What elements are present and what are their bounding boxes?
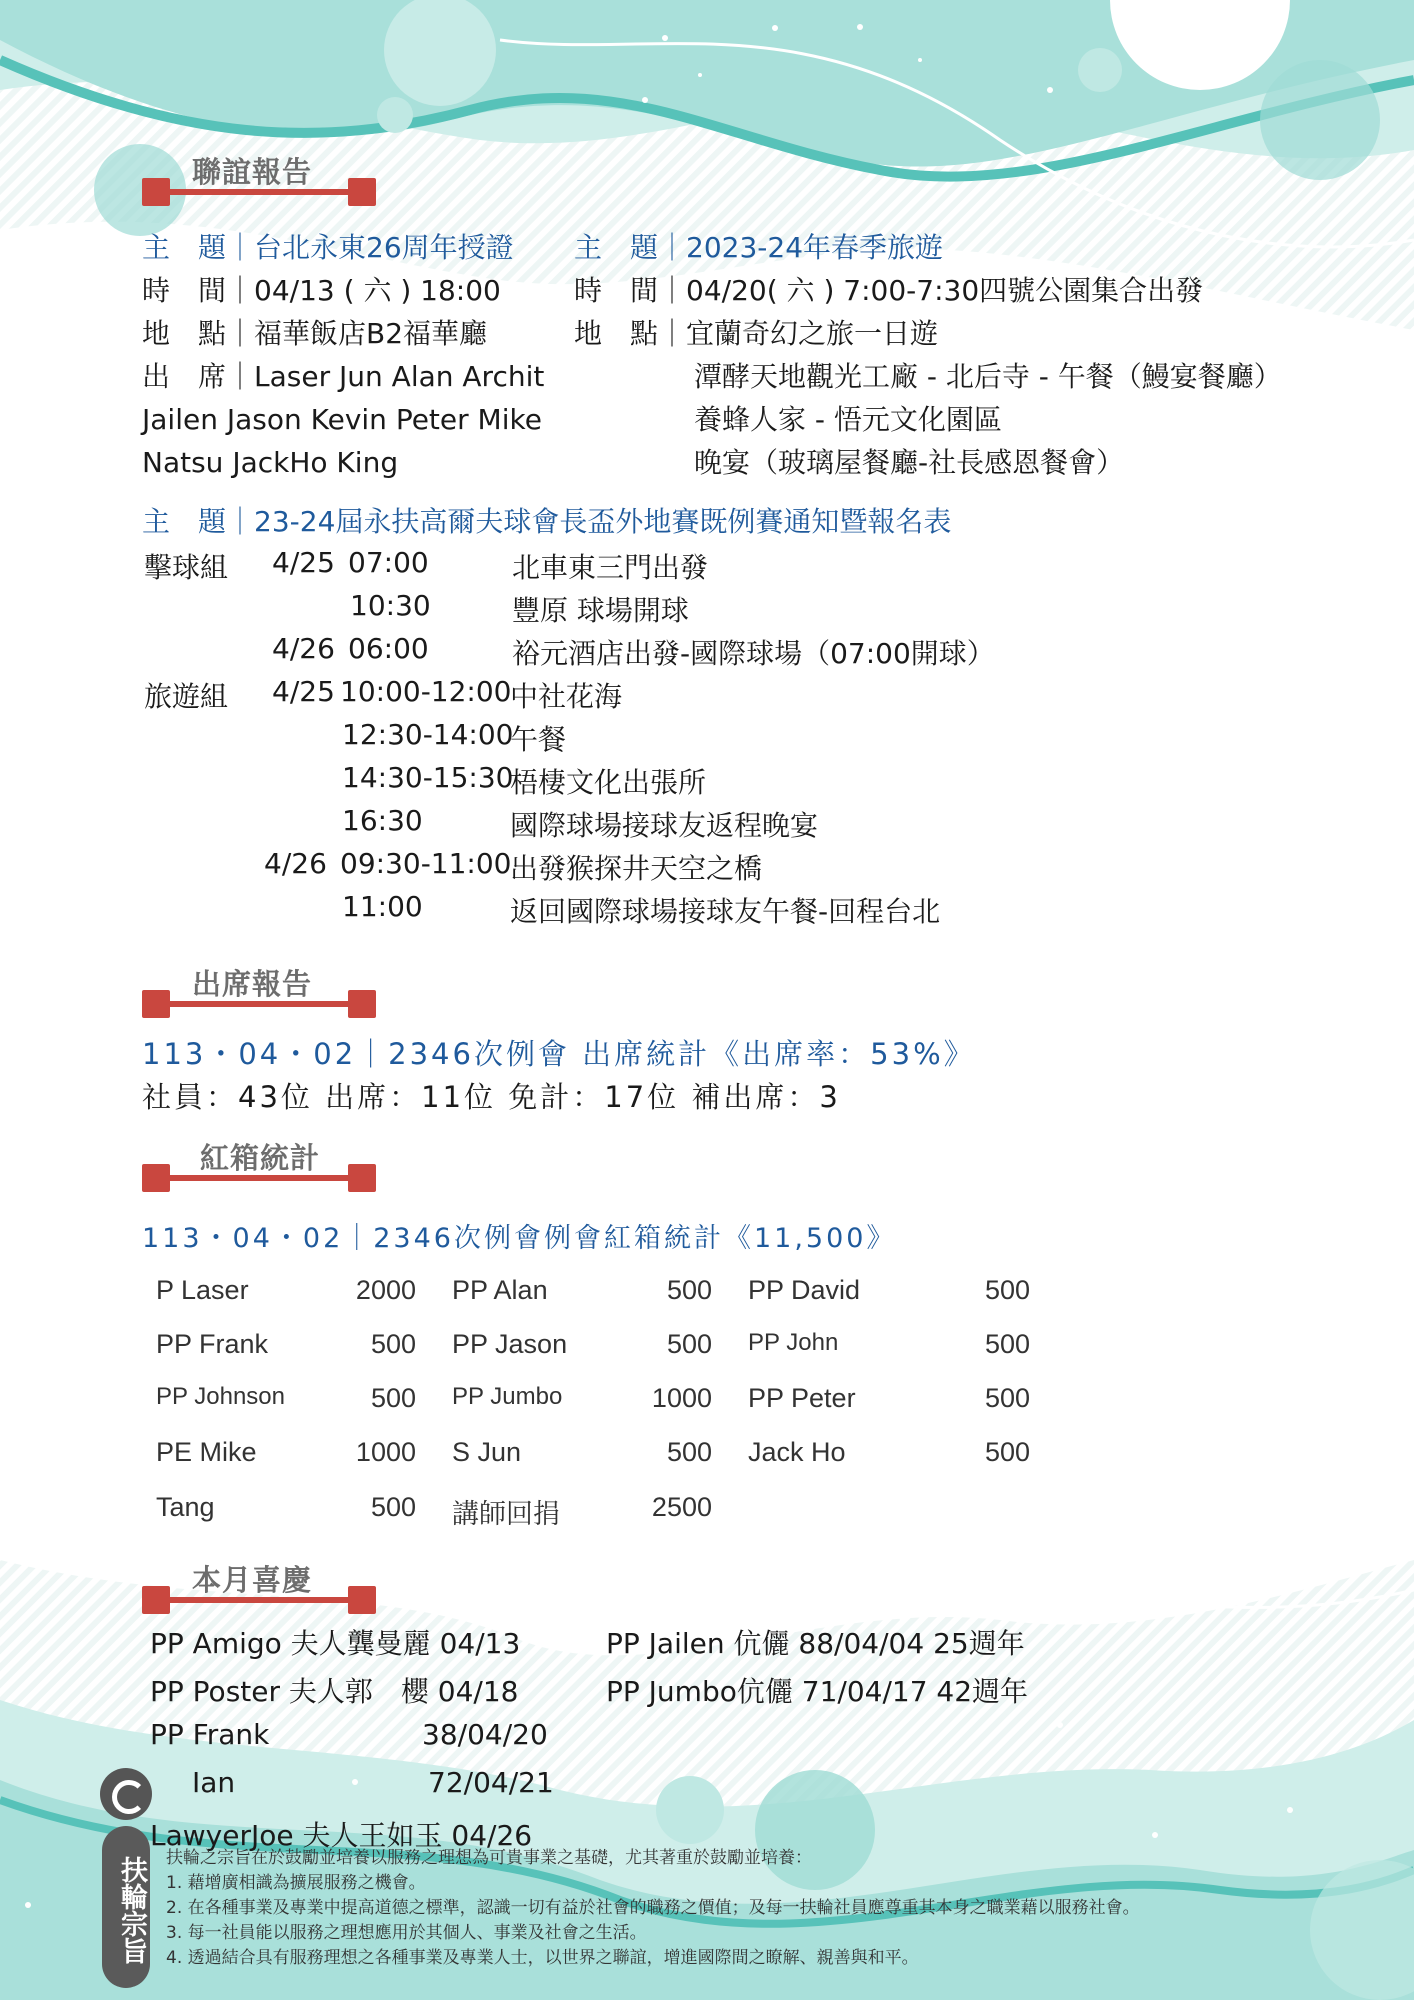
footer-item: 3. 每一社員能以服務之理想應用於其個人、事業及社會之生活。 (166, 1923, 647, 1943)
redbox-amount: 500 (666, 1329, 712, 1359)
schedule-desc: 中社花海 (510, 680, 623, 713)
redbox-amount: 2000 (355, 1275, 416, 1305)
attendance-headline: 113・04・02｜2346次例會 出席統計《出席率：53%》 (142, 1037, 976, 1071)
redbox-amount: 500 (370, 1329, 416, 1359)
schedule-desc: 裕元酒店出發-國際球場（07:00開球） (512, 637, 995, 670)
celebration-item: PP Jailen 伉儷 88/04/04 25週年 (606, 1627, 1025, 1660)
celebration-date: 72/04/21 (428, 1766, 554, 1799)
fellowship-section-header (142, 150, 382, 220)
event2-topic-row: 主 題｜2023-24年春季旅遊 (574, 231, 944, 264)
redbox-headline: 113・04・02｜2346次例會例會紅箱統計《11,500》 (142, 1223, 897, 1254)
header-bar (142, 1597, 376, 1603)
event1-time-label: 時 間 (142, 274, 227, 307)
event1-topic-row: 主 題｜台北永東26周年授證 (142, 231, 514, 264)
header-bar (142, 1001, 376, 1007)
header-cap-left (142, 178, 170, 206)
schedule-time: 12:30-14:00 (342, 718, 514, 751)
schedule-time: 16:30 (342, 804, 423, 837)
redbox-name: PP Peter (748, 1383, 856, 1413)
redbox-name: PP Jumbo (452, 1383, 563, 1410)
redbox-amount: 500 (370, 1492, 416, 1522)
schedule-time: 07:00 (348, 546, 429, 579)
event3-topic: 23-24屆永扶高爾夫球會長盃外地賽既例賽通知暨報名表 (254, 505, 952, 538)
schedule-desc: 豐原 球場開球 (512, 594, 689, 627)
event2-place: 宜蘭奇幻之旅一日遊 (686, 317, 939, 350)
redbox-amount: 500 (984, 1383, 1030, 1413)
schedule-date: 4/25 (272, 675, 335, 708)
event2-place-row: 地 點｜宜蘭奇幻之旅一日遊 (574, 317, 939, 350)
schedule-desc: 出發猴探井天空之橋 (510, 852, 763, 885)
header-bar (142, 189, 376, 195)
event1-time: 04/13 ( 六 ) 18:00 (254, 274, 501, 307)
redbox-name: PP Frank (156, 1329, 269, 1359)
redbox-amount: 500 (370, 1383, 416, 1413)
header-cap-left (142, 990, 170, 1018)
header-bar (142, 1175, 376, 1181)
redbox-name: S Jun (452, 1437, 522, 1467)
schedule-desc: 北車東三門出發 (512, 551, 709, 584)
redbox-name: P Laser (156, 1275, 249, 1305)
event1-time-row: 時 間｜04/13 ( 六 ) 18:00 (142, 274, 501, 307)
event1-place-row: 地 點｜福華飯店B2福華廳 (142, 317, 488, 350)
schedule-time: 11:00 (342, 890, 423, 923)
schedule-desc: 國際球場接球友返程晚宴 (510, 809, 819, 842)
event1-block (142, 226, 544, 484)
redbox-name: PP Johnson (156, 1383, 285, 1410)
event2-itinerary-1: 潭酵天地觀光工廠 - 北后寺 - 午餐（鰻宴餐廳） (694, 360, 1282, 393)
redbox-amount: 500 (984, 1329, 1030, 1359)
redbox-name: PP John (748, 1329, 839, 1356)
schedule-desc: 返回國際球場接球友午餐-回程台北 (510, 895, 941, 928)
schedule-group: 旅遊組 (144, 680, 229, 713)
redbox-amount: 500 (984, 1437, 1030, 1467)
schedule-group: 擊球組 (144, 551, 229, 584)
redbox-title: 紅箱統計 (200, 1141, 321, 1175)
attendance-title: 出席報告 (192, 967, 313, 1001)
celebration-item: LawyerJoe 夫人王如玉 04/26 (150, 1819, 533, 1852)
celebration-item: PP Frank (150, 1718, 270, 1751)
header-cap-right (348, 1586, 376, 1614)
redbox-amount: 2500 (651, 1492, 712, 1522)
event1-attend-row: 出 席｜Laser Jun Alan Archit (142, 360, 545, 393)
redbox-name: 講師回捐 (452, 1499, 560, 1529)
schedule-desc: 梧棲文化出張所 (510, 766, 707, 799)
redbox-name: PE Mike (156, 1437, 257, 1467)
redbox-amount: 500 (666, 1275, 712, 1305)
seal-text: 扶輪宗旨 (102, 1826, 150, 1988)
event2-topic-label: 主 題 (574, 231, 659, 264)
event2-topic: 2023-24年春季旅遊 (686, 231, 944, 264)
celebrations-title: 本月喜慶 (192, 1563, 313, 1597)
attendance-stats: 社員：43位 出席：11位 免計：17位 補出席：3 (142, 1080, 841, 1114)
schedule-desc: 午餐 (510, 723, 567, 756)
header-cap-left (142, 1164, 170, 1192)
schedule-date: 4/26 (264, 847, 327, 880)
schedule-time: 06:00 (348, 632, 429, 665)
event1-attend-label: 出 席 (142, 360, 227, 393)
redbox-name: PP Jason (452, 1329, 568, 1359)
event1-attendees-1: Laser Jun Alan Archit (254, 360, 545, 393)
footer-item: 2. 在各種事業及專業中提高道德之標準，認識一切有益於社會的職務之價值；及每一扶輪社員應尊重其本身之職業藉以服務社會。 (166, 1898, 1140, 1918)
event2-itinerary-3: 晚宴（玻璃屋餐廳-社長感恩餐會） (694, 446, 1125, 479)
header-cap-right (348, 178, 376, 206)
event2-time-row: 時 間｜04/20( 六 ) 7:00-7:30四號公園集合出發 (574, 274, 1204, 307)
event2-time-label: 時 間 (574, 274, 659, 307)
schedule-time: 10:30 (350, 589, 431, 622)
redbox-section-header (142, 1136, 382, 1206)
event1-place: 福華飯店B2福華廳 (254, 317, 488, 350)
celebrations-section-header (142, 1558, 382, 1628)
redbox-amount: 500 (666, 1437, 712, 1467)
redbox-amount: 1000 (355, 1437, 416, 1467)
celebration-item: PP Poster 夫人郭 櫻 04/18 (150, 1675, 519, 1708)
event2-itinerary-2: 養蜂人家 - 悟元文化園區 (694, 403, 1002, 436)
event1-attendees-2: Jailen Jason Kevin Peter Mike (142, 403, 542, 436)
redbox-amount: 500 (984, 1275, 1030, 1305)
footer-item: 4. 透過結合具有服務理想之各種事業及專業人士，以世界之聯誼，增進國際間之瞭解、親善與和平。 (166, 1948, 919, 1968)
header-cap-right (348, 990, 376, 1018)
fellowship-title: 聯誼報告 (192, 155, 313, 189)
event3-topic-row: 主 題｜23-24屆永扶高爾夫球會長盃外地賽既例賽通知暨報名表 (142, 505, 952, 538)
redbox-name: PP Alan (452, 1275, 548, 1305)
event1-attendees-3: Natsu JackHo King (142, 446, 399, 479)
redbox-name: Tang (156, 1492, 215, 1522)
event2-time: 04/20( 六 ) 7:00-7:30四號公園集合出發 (686, 274, 1204, 307)
event3-topic-label: 主 題 (142, 505, 227, 538)
rotary-objective-seal (100, 1768, 152, 1988)
event1-topic: 台北永東26周年授證 (254, 231, 514, 264)
event1-place-label: 地 點 (142, 317, 227, 350)
redbox-name: PP David (748, 1275, 861, 1305)
footer-item: 1. 藉增廣相識為擴展服務之機會。 (166, 1873, 426, 1893)
event2-place-label: 地 點 (574, 317, 659, 350)
celebration-item: PP Amigo 夫人龔曼麗 04/13 (150, 1627, 521, 1660)
schedule-date: 4/25 (272, 546, 335, 579)
schedule-time: 10:00-12:00 (340, 675, 512, 708)
celebration-item: Ian (192, 1766, 236, 1799)
event1-topic-label: 主 題 (142, 231, 227, 264)
celebration-date: 38/04/20 (422, 1718, 548, 1751)
schedule-time: 14:30-15:30 (342, 761, 514, 794)
schedule-time: 09:30-11:00 (340, 847, 512, 880)
schedule-date: 4/26 (272, 632, 335, 665)
attendance-section-header (142, 962, 382, 1032)
redbox-amount: 1000 (651, 1383, 712, 1413)
footer-intro: 扶輪之宗旨在於鼓勵並培養以服務之理想為可貴事業之基礎，尤其著重於鼓勵並培養： (166, 1848, 812, 1868)
event2-block (574, 226, 1282, 484)
header-cap-left (142, 1586, 170, 1614)
celebration-item: PP Jumbo伉儷 71/04/17 42週年 (606, 1675, 1029, 1708)
redbox-name: Jack Ho (748, 1437, 846, 1467)
rotary-logo-icon (100, 1768, 152, 1820)
header-cap-right (348, 1164, 376, 1192)
